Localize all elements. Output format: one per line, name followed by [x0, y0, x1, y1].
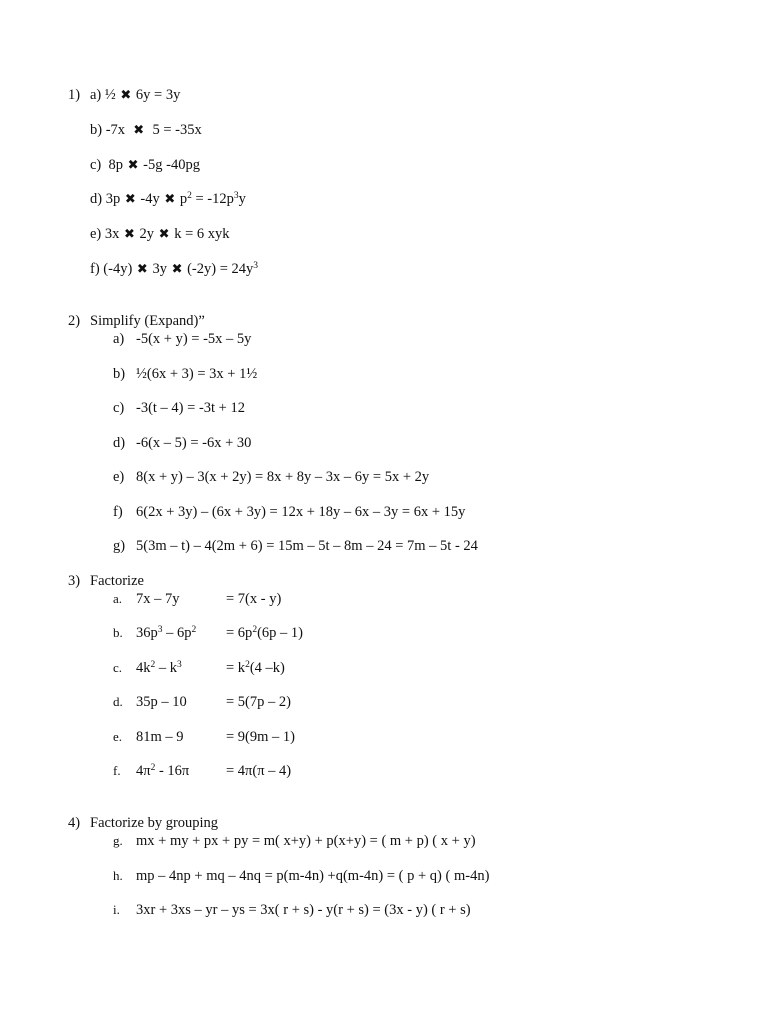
s3-right-f: = 4π(π – 4) [226, 763, 292, 779]
s1-item-f: f) (-4y) ✖ 3y ✖ $(-2y) = 24y^3$ [90, 261, 259, 277]
s2-expr-b: ½(6x + 3) = 3x + 1½ [136, 366, 258, 382]
s3-left-a: 7x – 7y [136, 591, 180, 607]
s2-expr-e: 8(x + y) – 3(x + 2y) = 8x + 8y – 3x – 6y = 5x + 2y [136, 469, 430, 485]
section-3-number: 3) [68, 573, 81, 589]
s3-left-b: $36p^3 - 6p^2$ [136, 625, 197, 641]
times-icon: ✖ [164, 192, 176, 207]
s1-item-d: d) 3p ✖ -4y ✖ $p^2 = -12p^3y$ [90, 191, 246, 207]
section-4-title: Factorize by grouping [90, 815, 219, 831]
s3-right-e: = 9(9m – 1) [226, 729, 295, 745]
s2-label-c: c) [113, 400, 125, 416]
s3-label-f: f. [113, 763, 121, 778]
s3-right-a: = 7(x - y) [226, 591, 282, 607]
s3-left-e: 81m – 9 [136, 729, 184, 745]
s4-label-h: h. [113, 868, 123, 883]
s3-left-c: $4k^2 - k^3$ [136, 660, 182, 676]
s3-right-b: = $6p^2(6p - 1)$ [226, 625, 303, 641]
section-3-title: Factorize [90, 573, 144, 589]
s4-expr-h: mp – 4np + mq – 4nq = p(m-4n) +q(m-4n) = ( p + q) ( m-4n) [136, 868, 490, 884]
s4-label-i: i. [113, 902, 120, 917]
s4-label-g: g. [113, 833, 123, 848]
s3-label-e: e. [113, 729, 123, 744]
times-icon: ✖ [158, 227, 170, 242]
s3-label-c: c. [113, 660, 123, 675]
s3-label-b: b. [113, 625, 123, 640]
s2-label-f: f) [113, 504, 123, 520]
times-icon: ✖ [124, 227, 135, 242]
s4-expr-g: mx + my + px + py = m( x+y) + p(x+y) = ( m + p) ( x + y) [136, 833, 476, 849]
s3-label-d: d. [113, 694, 123, 709]
times-icon: ✖ [120, 88, 132, 103]
times-icon: ✖ [124, 192, 136, 207]
s3-label-a: a. [113, 591, 123, 606]
s2-expr-f: 6(2x + 3y) – (6x + 3y) = 12x + 18y – 6x – 3y = 6x + 15y [136, 504, 466, 520]
times-icon: ✖ [136, 262, 148, 277]
s1-item-b: b) -7x ✖ 5 = -35x [90, 122, 202, 138]
times-icon: ✖ [127, 158, 139, 173]
s2-label-a: a) [113, 331, 125, 347]
s2-label-d: d) [113, 435, 126, 451]
section-1-number: 1) [68, 87, 81, 103]
s4-expr-i: 3xr + 3xs – yr – ys = 3x( r + s) - y(r + s) = (3x - y) ( r + s) [136, 902, 471, 918]
s2-expr-g: 5(3m – t) – 4(2m + 6) = 15m – 5t – 8m – 24 = 7m – 5t - 24 [136, 538, 478, 554]
s1-item-c: c) 8p ✖ -5g -40pg [90, 157, 200, 173]
section-2-title: Simplify (Expand)” [90, 313, 205, 329]
s2-label-e: e) [113, 469, 125, 485]
times-icon: ✖ [133, 123, 145, 138]
s2-expr-d: -6(x – 5) = -6x + 30 [136, 435, 252, 451]
s1-item-e: e) 3x ✖ 2y ✖ k = 6 xyk [90, 226, 230, 242]
s2-expr-c: -3(t – 4) = -3t + 12 [136, 400, 245, 416]
s2-label-g: g) [113, 538, 126, 554]
s1-item-a: a) ½ ✖ 6y = 3y [90, 87, 181, 103]
s3-left-f: $4\pi^2 - 16\pi$ [136, 763, 190, 779]
s2-expr-a: -5(x + y) = -5x – 5y [136, 331, 252, 347]
s3-right-c: = $k^2(4$ –k) [226, 660, 285, 676]
s3-right-d: = 5(7p – 2) [226, 694, 291, 710]
s2-label-b: b) [113, 366, 126, 382]
section-2-number: 2) [68, 313, 81, 329]
section-4-number: 4) [68, 815, 81, 831]
times-icon: ✖ [171, 262, 183, 277]
s3-left-d: 35p – 10 [136, 694, 187, 710]
